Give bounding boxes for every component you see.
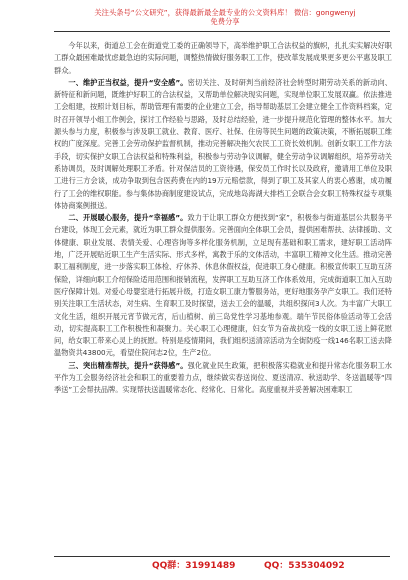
header-divider (54, 31, 390, 32)
paragraph-text: 致力于让职工群众方便找到“家”，积极参与街道基层公共服务平台建设，体现工会元素，就近为职工群众提供服务。完善面向全体职工会员，提供困难帮扶、法律援助、文体健康、职业发展、表情关爱、心理咨询等多样化服务机制，立足现有基础和职工需求，建好职工活动阵地，广泛开展贴近职工生产生活实际、形式多样，寓教于乐的文体活动，丰富职工精神文化生活。推动完善职工福利制度，进一步落实职工体检、疗休养、休息休假权益，促进职工身心健康。积极宣传职工互助互济保险，详细向职工介绍保险适用范围和报销流程，发挥职工互助互济工作体系效用，完成街道职工加入互助医疗保障计划。对爱心母婴室进行拓展升级，打造女职工康力警服务站，更好地服务孕产女职工。我们还特别关注职工生活状态，对生病、生育职工及时探望，送去工会的温暖，共组织探问3人次。为丰富广大职工文化生活，组织开展元宵节做元宵，后山植树、前三岛党性学习基地参观。端午节民俗体验活动等工会活动，切实提高职工工作积极性和凝聚力。关心职工心理健康，妇女节为奋战抗疫一线的女职工送上鲜花慰问，给女职工带来心灵上的抚慰。特别是疫情期间，我们组织送清凉活动为全街防疫一线146名职工送去降温物资共43800元，看望住院问志2位，生产2位。 (54, 213, 393, 358)
paragraph-section-3 (54, 360, 392, 397)
paragraph-section-1 (54, 77, 392, 212)
header-line-2: 免费分享 (210, 17, 240, 26)
paragraph-section-2 (54, 212, 392, 360)
qq-group-text: QQ群：31991489 (152, 561, 236, 571)
paragraph-text: 强化就业民生政策，把积极落实稳就业和提升常态化服务职工水平作为工会服务经济社会和职工的重要着力点，继续做实春送岗位、夏送清凉、秋送助学、冬送温暖等“四季送”工会帮扶品牌。实现帮扶送温暖常态化、经常化、日常化。高度重视并妥善解决困难职工 (54, 360, 392, 395)
document-body (54, 40, 392, 397)
paragraph-intro (54, 40, 392, 77)
section-heading: 三、突出精准帮扶，提升“获得感”。 (68, 360, 188, 370)
footer-divider (54, 556, 390, 557)
header-banner (60, 8, 390, 26)
paragraph-text: 今年以来，街道总工会在街道党工委的正确领导下，高举维护职工合法权益的旗帜，扎扎实实解决好职工群众最困难最忧虑最急迫的实际问题，调整热情做好服务职工工作，使改革发展成果更多更公平惠及职工群众。 (54, 41, 392, 75)
paragraph-text: 密切关注、及时研判当前经济社会转型时期劳动关系的新动向、新特征和新问题，既维护好职工的合法权益，又帮助单位解决现实问题，实现单位职工发展双赢。依法推进工会组建，按照计划目标，帮助管理有需要的企业建立工会，指导帮助基层工会建立健全工作资料档案，定时召开领导小组工作例会，探讨工作经验与思路，及时总结经验，进一步提升规范化管理的整体水平。加大源头参与力度，积极参与涉及职工就业、教育、医疗、社保、住房等民生问题的政策决策，不断拓展职工维权的广度深度。完善工会劳动保护监督机制，推动完善解决拖欠农民工工资长效机制。创新女职工工作方法手段，切实保护女职工合法权益和特殊利益，积极参与劳动争议调解，健全劳动争议调解组织，培养劳动关系协调员，及时调解处理职工矛盾。针对保洁员的工资待遇，保安员工作时长以及政府，邀请用工单位及职工进行三方会谈，成功争取到包含医药费在内的19万元赔偿款，得到了职工及其家人的衷心感谢，成功履行了工会的维权职能。参与集体协商制度建设试点，完成地岛海湖大排档工会联合会女职工特殊权益专项集体协商案例报送。 (54, 77, 392, 210)
header-line-1: 关注头条号“公文研究”，获得最新最全最专业的公文资料库！ 微信：gongwenyj (94, 8, 356, 17)
section-heading: 一、维护正当权益，提升“安全感”。 (68, 77, 188, 87)
section-heading: 二、开展暖心服务，提升“幸福感”。 (68, 213, 188, 223)
qq-number-text: QQ：535304092 (264, 561, 345, 571)
